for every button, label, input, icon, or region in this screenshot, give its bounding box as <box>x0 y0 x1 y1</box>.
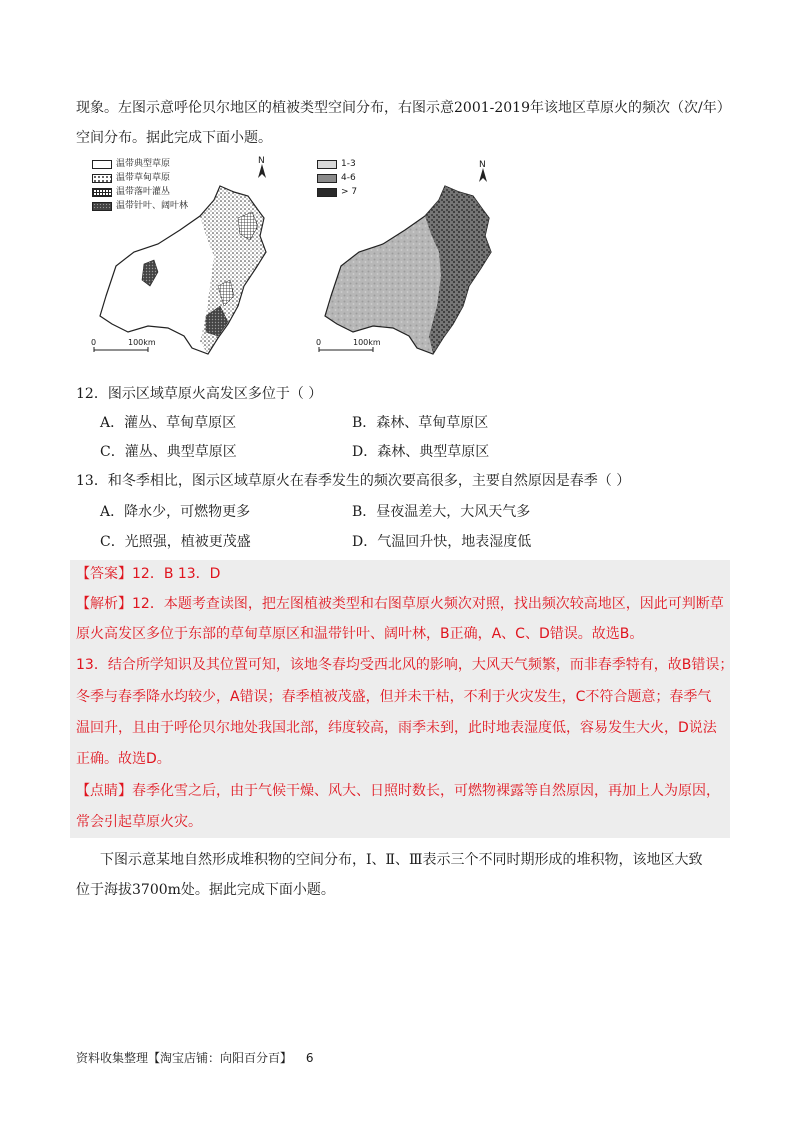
question-12-option-a: A．灌丛、草甸草原区 <box>100 415 237 431</box>
north-arrow-label-left: N <box>258 156 265 166</box>
question-13-option-a: A．降水少，可燃物更多 <box>100 504 251 520</box>
north-arrow-label-right: N <box>479 160 486 170</box>
analysis-line-5: 温回升，且由于呼伦贝尔地处我国北部，纬度较高，雨季未到，此时地表湿度低，容易发生大火，D说法 <box>76 720 717 736</box>
question-12-stem: 12．图示区域草原火高发区多位于（ ） <box>76 386 323 402</box>
question-13-option-c: C．光照强，植被更茂盛 <box>100 534 251 550</box>
legend-label-shrub: 温带落叶灌丛 <box>116 187 171 197</box>
scale-label-left: 100km <box>128 338 156 347</box>
vegetation-map <box>88 156 298 361</box>
passage-line-1: 下图示意某地自然形成堆积物的空间分布，Ⅰ、Ⅱ、Ⅲ表示三个不同时期形成的堆积物，该地区大致 <box>100 852 703 868</box>
legend-swatch-freq-low <box>317 160 337 169</box>
scale-zero-right: 0 <box>316 338 322 347</box>
page-number: 6 <box>305 1051 314 1065</box>
legend-label-freq-low: 1-3 <box>341 159 356 169</box>
scale-zero-left: 0 <box>91 338 97 347</box>
question-12-option-d: D．森林、典型草原区 <box>352 444 490 460</box>
legend-label-freq-mid: 4-6 <box>341 173 356 183</box>
legend-swatch-freq-high <box>317 188 337 197</box>
analysis-line-1: 【解析】12．本题考查读图，把左图植被类型和右图草原火频次对照，找出频次较高地区，因此可判断草 <box>76 596 724 612</box>
question-13-option-d: D．气温回升快，地表湿度低 <box>352 534 532 550</box>
legend-swatch-shrub <box>92 188 112 197</box>
intro-line-2: 空间分布。据此完成下面小题。 <box>76 130 272 146</box>
scale-label-right: 100km <box>353 338 381 347</box>
tip-line-2: 常会引起草原火灾。 <box>76 814 202 830</box>
legend-label-meadow-steppe: 温带草甸草原 <box>116 173 171 183</box>
footer-text: 资料收集整理【淘宝店铺：向阳百分百】 <box>76 1051 293 1065</box>
fire-frequency-map <box>313 156 523 361</box>
passage-line-2: 位于海拔3700m处。据此完成下面小题。 <box>76 882 335 898</box>
question-13-option-b: B．昼夜温差大，大风天气多 <box>352 504 531 520</box>
legend-swatch-freq-mid <box>317 174 337 183</box>
legend-swatch-typical-steppe <box>92 160 112 169</box>
question-12-option-b: B．森林、草甸草原区 <box>352 415 489 431</box>
legend-label-typical-steppe: 温带典型草原 <box>116 159 171 169</box>
page-footer <box>76 1049 313 1066</box>
analysis-line-6: 正确。故选D。 <box>76 751 171 767</box>
legend-swatch-forest <box>92 202 112 211</box>
legend-swatch-meadow-steppe <box>92 174 112 183</box>
analysis-line-3: 13．结合所学知识及其位置可知，该地冬春均受西北风的影响，大风天气频繁，而非春季特有，故B错误； <box>76 657 734 673</box>
analysis-line-2: 原火高发区多位于东部的草甸草原区和温带针叶、阔叶林，B正确，A、C、D错误。故选B。 <box>76 626 644 642</box>
analysis-line-4: 冬季与春季降水均较少，A错误；春季植被茂盛，但并未干枯，不利于火灾发生，C不符合题意；春季气 <box>76 689 712 705</box>
legend-label-forest: 温带针叶、阔叶林 <box>116 201 189 211</box>
intro-line-1: 现象。左图示意呼伦贝尔地区的植被类型空间分布，右图示意2001-2019年该地区草原火的频次（次/年） <box>76 100 731 116</box>
answer-line: 【答案】12．B 13．D <box>76 566 221 582</box>
tip-line-1: 【点睛】春季化雪之后，由于气候干燥、风大、日照时数长，可燃物裸露等自然原因，再加上人为原因， <box>76 783 720 799</box>
legend-label-freq-high: > 7 <box>341 187 358 197</box>
question-12-option-c: C．灌丛、典型草原区 <box>100 444 237 460</box>
maps-figure <box>88 156 518 361</box>
question-13-stem: 13．和冬季相比，图示区域草原火在春季发生的频次要高很多，主要自然原因是春季（ ） <box>76 473 631 489</box>
